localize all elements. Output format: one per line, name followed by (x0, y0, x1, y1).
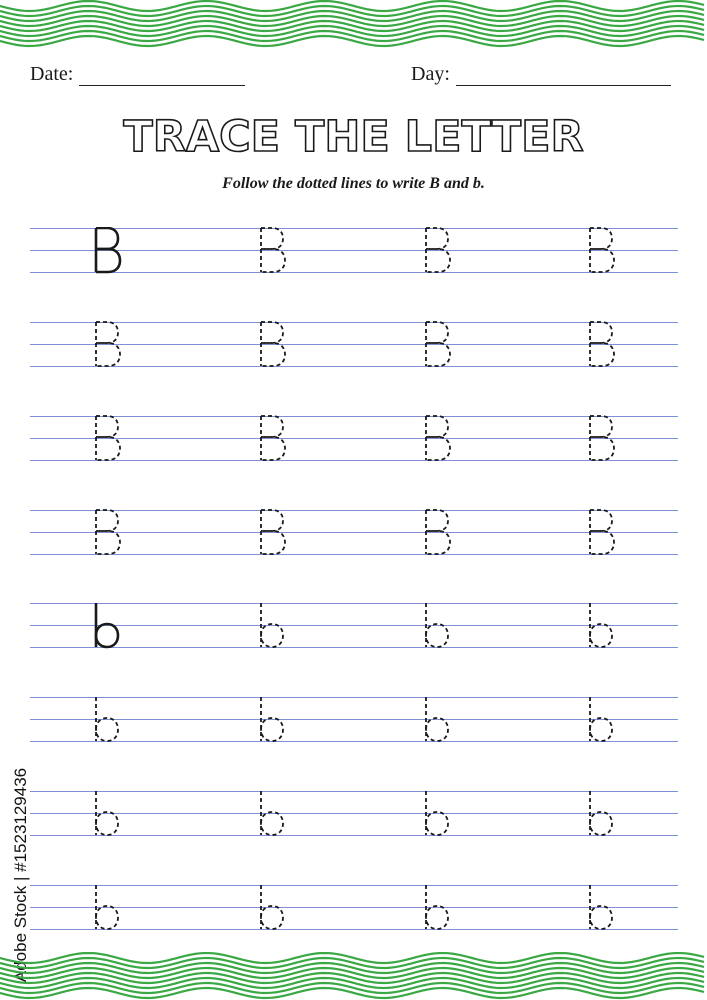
trace-letter-b (423, 696, 463, 744)
trace-letter-B (93, 415, 133, 463)
trace-letter-B (587, 415, 627, 463)
wave-pattern (0, 0, 707, 48)
worksheet-instructions: Follow the dotted lines to write B and b. (222, 175, 485, 192)
trace-letter-b (258, 602, 298, 650)
practice-row (0, 885, 707, 935)
trace-letter-B (423, 415, 463, 463)
bottom-wave-border (0, 952, 707, 1000)
wave-pattern (0, 952, 707, 1000)
trace-letter-b (258, 884, 298, 932)
practice-row (0, 322, 707, 372)
trace-letter-b (258, 696, 298, 744)
practice-row (0, 228, 707, 278)
top-wave-border (0, 0, 707, 48)
trace-letter-b (423, 884, 463, 932)
trace-letter-B (423, 321, 463, 369)
model-letter-b (93, 602, 133, 650)
stock-watermark-text: Adobe Stock | #1523129436 (11, 767, 30, 983)
trace-letter-B (423, 227, 463, 275)
date-write-line (79, 65, 245, 86)
trace-letter-b (93, 884, 133, 932)
worksheet-title: TRACE THE LETTER (123, 112, 584, 162)
trace-letter-B (587, 509, 627, 557)
trace-letter-B (258, 227, 298, 275)
trace-letter-b (423, 790, 463, 838)
trace-letter-B (258, 509, 298, 557)
trace-letter-B (258, 321, 298, 369)
trace-letter-B (93, 321, 133, 369)
trace-letter-b (93, 790, 133, 838)
day-label: Day: (411, 63, 450, 85)
practice-row (0, 791, 707, 841)
trace-letter-B (587, 227, 627, 275)
trace-letter-b (587, 790, 627, 838)
day-field (411, 63, 671, 86)
model-letter-B (93, 227, 133, 275)
trace-letter-B (258, 415, 298, 463)
practice-row (0, 603, 707, 653)
trace-letter-b (587, 696, 627, 744)
practice-row (0, 510, 707, 560)
trace-letter-b (93, 696, 133, 744)
practice-row (0, 697, 707, 747)
trace-letter-b (423, 602, 463, 650)
date-label: Date: (30, 63, 74, 85)
trace-letter-B (423, 509, 463, 557)
trace-letter-B (587, 321, 627, 369)
trace-letter-b (258, 790, 298, 838)
trace-letter-b (587, 602, 627, 650)
trace-letter-b (587, 884, 627, 932)
practice-row (0, 416, 707, 466)
trace-letter-B (93, 509, 133, 557)
day-write-line (456, 65, 671, 86)
date-field (30, 63, 245, 86)
